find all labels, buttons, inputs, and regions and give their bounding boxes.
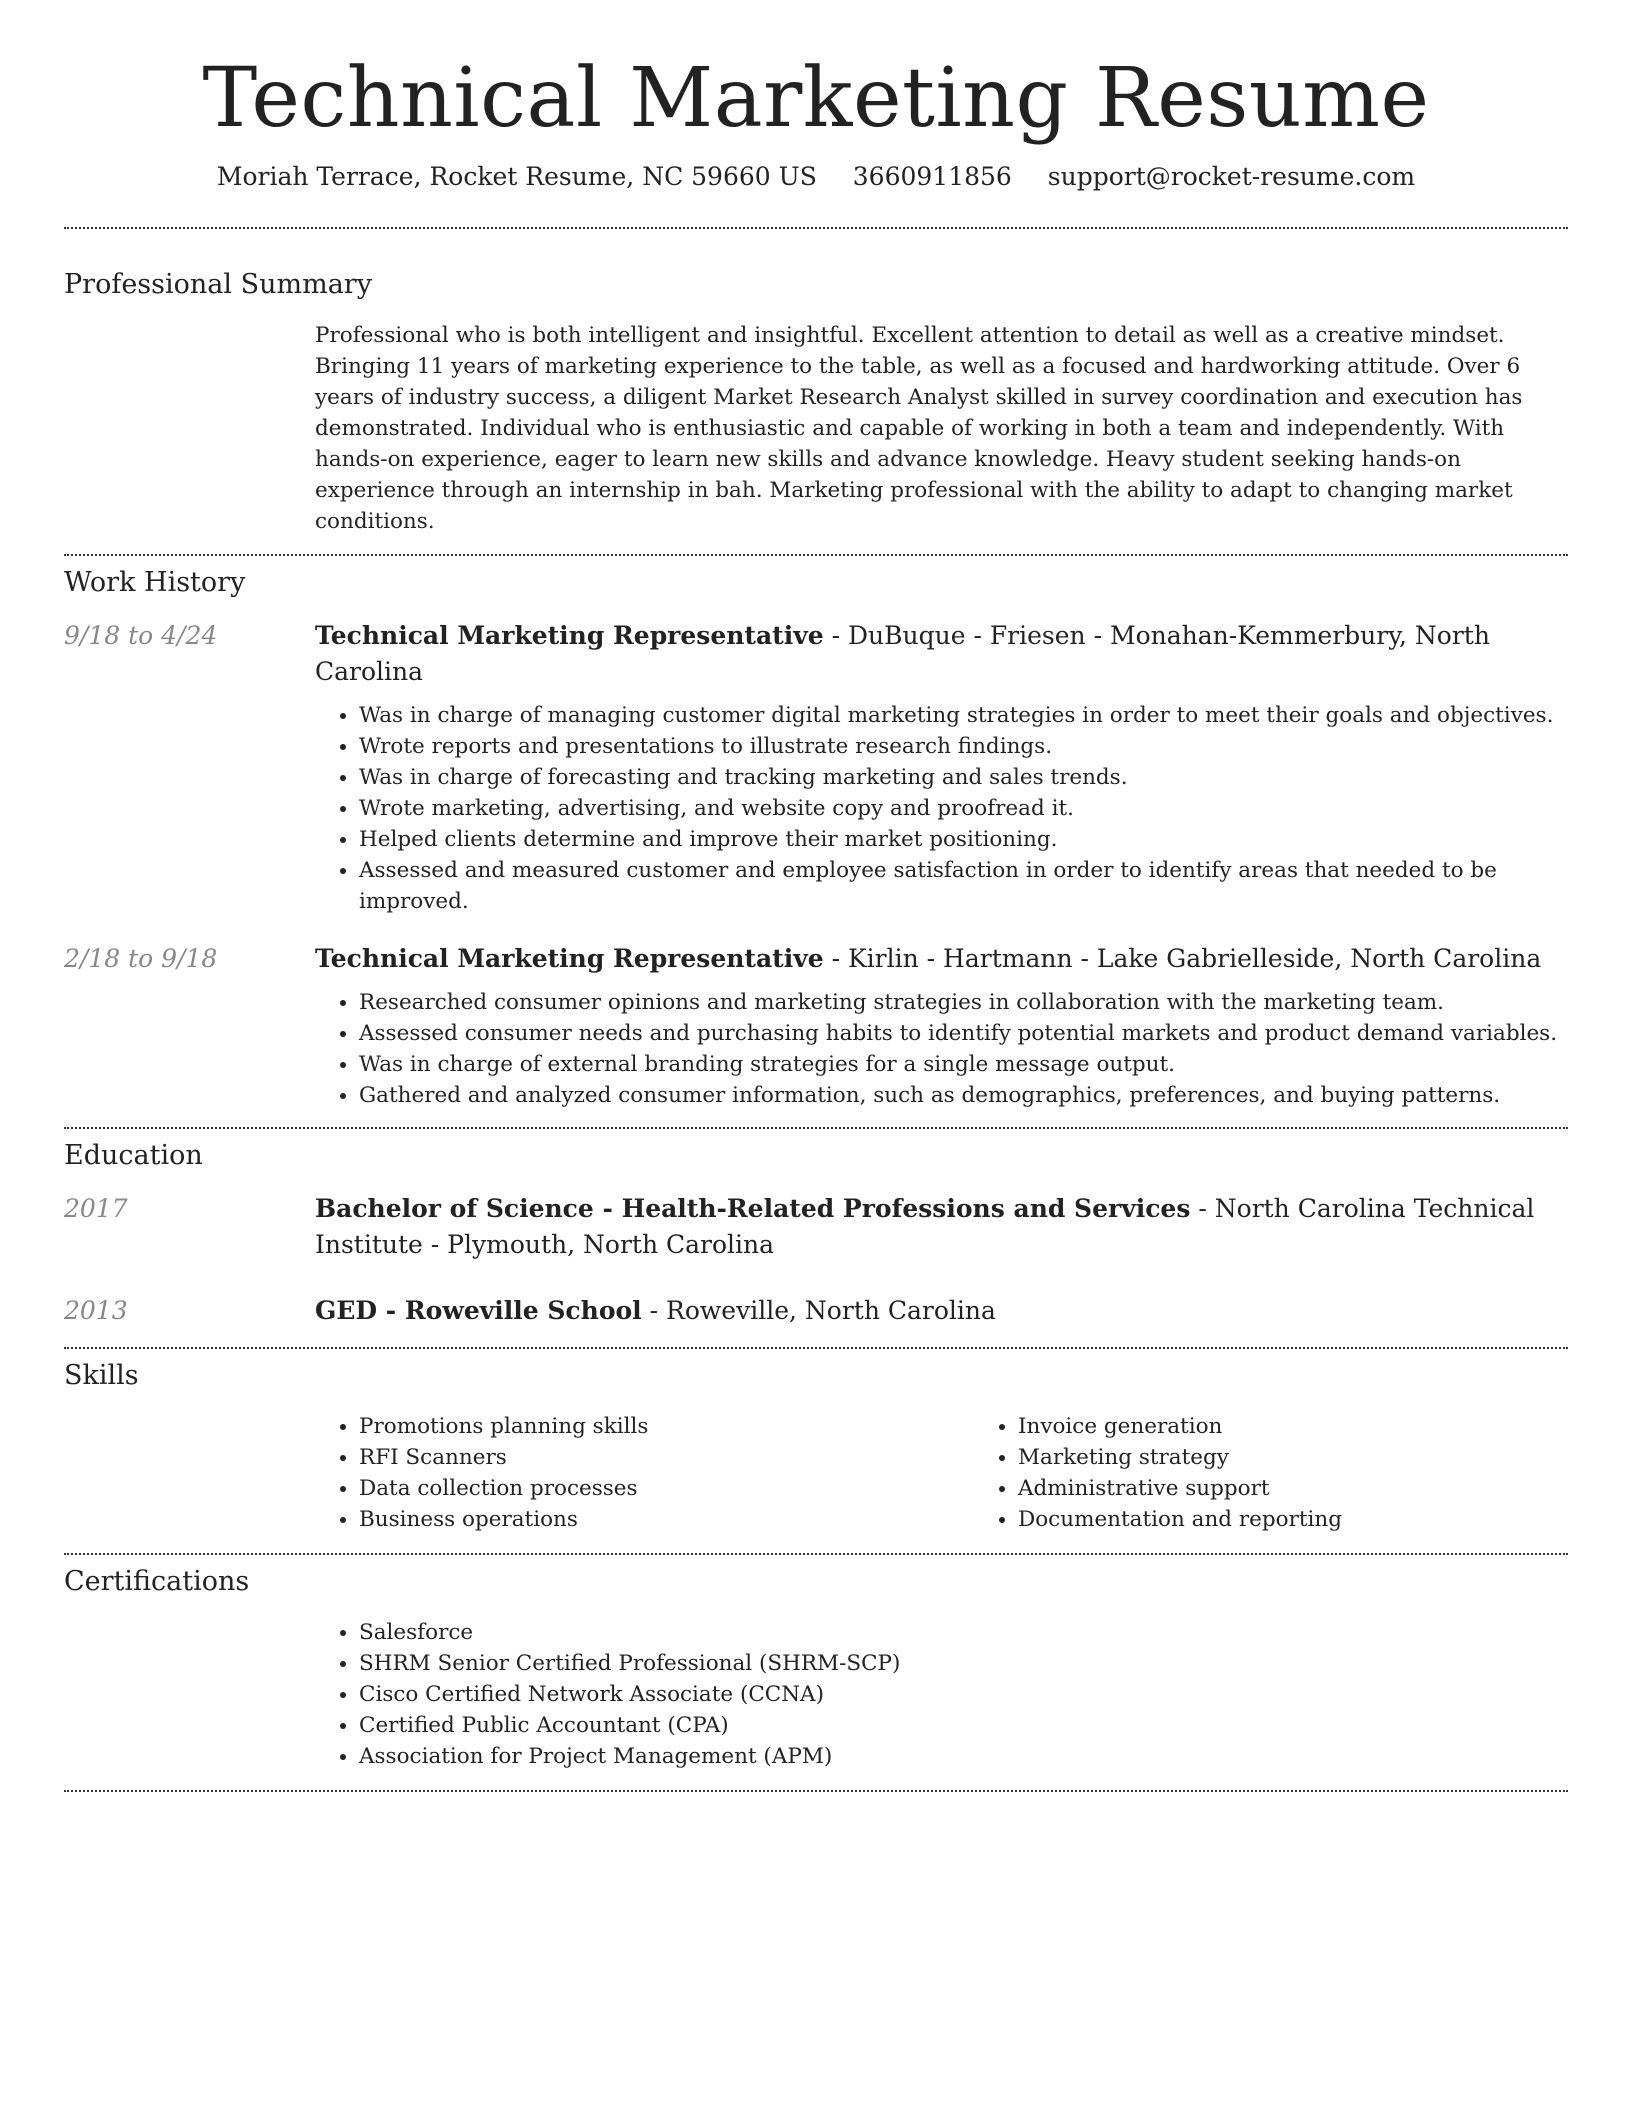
job-entry — [64, 618, 1568, 917]
list-item: • Was in charge of external branding strategies for a single message output. — [359, 1049, 1568, 1080]
list-item: • Documentation and reporting — [1018, 1504, 1632, 1535]
education-details: - Roweville, North Carolina — [641, 1296, 996, 1326]
job-details: - DuBuque - Friesen - Monahan-Kemmerbury, North Carolina — [315, 621, 1490, 687]
job-heading — [315, 618, 1568, 690]
contact-line — [64, 162, 1568, 191]
list-item: • RFI Scanners — [359, 1442, 974, 1473]
list-item: • Administrative support — [1018, 1473, 1632, 1504]
skills-list-right — [974, 1411, 1632, 1535]
job-dates: 9/18 to 4/24 — [64, 621, 218, 651]
job-bullets — [315, 987, 1568, 1111]
list-item: • Gathered and analyzed consumer information, such as demographics, preferences, and buying patterns. — [359, 1080, 1568, 1111]
job-details: - Kirlin - Hartmann - Lake Gabrielleside, North Carolina — [823, 944, 1542, 974]
skills-section — [64, 1349, 1568, 1535]
section-title-skills: Skills — [64, 1360, 139, 1392]
education-heading — [315, 1191, 1568, 1263]
list-item: • Promotions planning skills — [359, 1411, 974, 1442]
list-item: • SHRM Senior Certified Professional (SHRM-SCP) — [359, 1648, 1568, 1679]
work-section — [64, 556, 1568, 1111]
certifications-list — [315, 1617, 1568, 1772]
list-item: • Marketing strategy — [1018, 1442, 1632, 1473]
section-title-work: Work History — [64, 567, 246, 599]
list-item: • Association for Project Management (APM) — [359, 1741, 1568, 1772]
list-item: • Researched consumer opinions and marketing strategies in collaboration with the marketing team. — [359, 987, 1568, 1018]
skills-list-left — [315, 1411, 974, 1535]
education-heading — [315, 1293, 1568, 1329]
list-item: • Assessed consumer needs and purchasing habits to identify potential markets and product demand variables. — [359, 1018, 1568, 1049]
job-entry — [64, 941, 1568, 1111]
section-title-summary: Professional Summary — [64, 269, 372, 301]
skills-grid — [315, 1411, 1632, 1535]
list-item: • Was in charge of managing customer digital marketing strategies in order to meet their goals and objectives. — [359, 700, 1568, 731]
education-year: 2013 — [64, 1296, 128, 1326]
certifications-section — [64, 1555, 1568, 1772]
education-section — [64, 1129, 1568, 1329]
job-role: Technical Marketing Representative — [315, 944, 824, 974]
list-item: • Invoice generation — [1018, 1411, 1632, 1442]
job-bullets — [315, 700, 1568, 917]
list-item: • Assessed and measured customer and employee satisfaction in order to identify areas that needed to be improved. — [359, 855, 1568, 917]
education-degree: GED - Roweville School — [315, 1296, 642, 1326]
job-heading — [315, 941, 1568, 977]
list-item: • Helped clients determine and improve their market positioning. — [359, 824, 1568, 855]
email: support@rocket-resume.com — [1047, 162, 1416, 192]
address: Moriah Terrace, Rocket Resume, NC 59660 US — [216, 162, 817, 192]
summary-section — [64, 229, 1568, 537]
job-dates: 2/18 to 9/18 — [64, 944, 218, 974]
section-title-education: Education — [64, 1140, 203, 1172]
education-degree: Bachelor of Science - Health-Related Professions and Services — [315, 1194, 1191, 1224]
list-item: • Data collection processes — [359, 1473, 974, 1504]
resume-header — [64, 0, 1568, 191]
education-entry — [64, 1191, 1568, 1263]
list-item: • Salesforce — [359, 1617, 1568, 1648]
list-item: • Was in charge of forecasting and tracking marketing and sales trends. — [359, 762, 1568, 793]
list-item: • Wrote marketing, advertising, and website copy and proofread it. — [359, 793, 1568, 824]
job-role: Technical Marketing Representative — [315, 621, 824, 651]
list-item: • Certified Public Accountant (CPA) — [359, 1710, 1568, 1741]
phone: 3660911856 — [852, 162, 1012, 192]
list-item: • Wrote reports and presentations to illustrate research findings. — [359, 731, 1568, 762]
summary-text: Professional who is both intelligent and insightful. Excellent attention to detail as well as a creative mindset. Bringing 11 years of marketing experience to the table, as well as a focused and hardworking attitude. Over 6 years of industry success, a diligent Market Research Analyst skilled in survey coordination and execution has demonstrated. Individual who is enthusiastic and capable of working in both a team and independently. With hands-on experience, eager to learn new skills and advance knowledge. Heavy student seeking hands-on experience through an internship in bah. Marketing professional with the ability to adapt to changing market conditions. — [315, 323, 1523, 535]
section-title-certifications: Certifications — [64, 1566, 250, 1598]
education-year: 2017 — [64, 1194, 128, 1224]
education-details: - North Carolina Technical Institute - Plymouth, North Carolina — [315, 1194, 1535, 1260]
education-entry — [64, 1293, 1568, 1329]
list-item: • Cisco Certified Network Associate (CCNA) — [359, 1679, 1568, 1710]
divider — [64, 1790, 1568, 1792]
list-item: • Business operations — [359, 1504, 974, 1535]
resume-title: Technical Marketing Resume — [202, 51, 1430, 146]
